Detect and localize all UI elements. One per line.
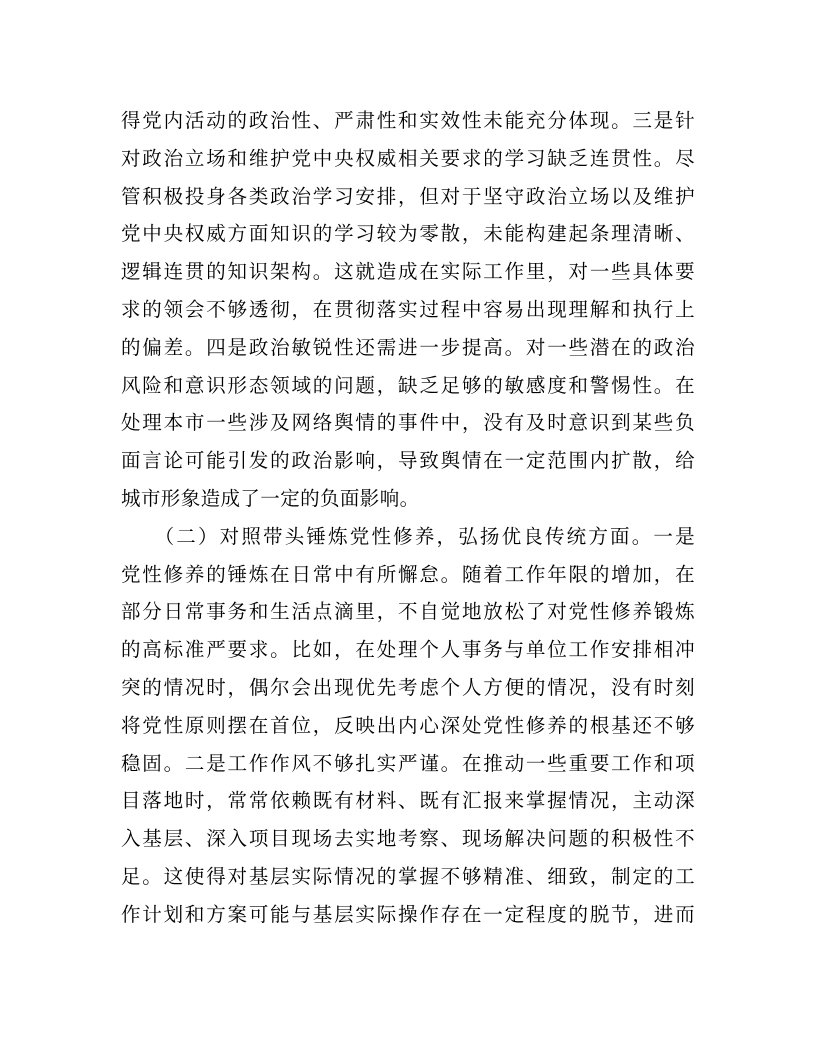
text-line: 逻辑连贯的知识架构。这就造成在实际工作里，对一些具体要	[121, 260, 695, 284]
text-line: 的偏差。四是政治敏锐性还需进一步提高。对一些潜在的政治	[121, 335, 695, 359]
text-line: 求的领会不够透彻，在贯彻落实过程中容易出现理解和执行上	[121, 297, 695, 321]
text-line: 城市形象造成了一定的负面影响。	[121, 486, 420, 510]
paragraph-1	[121, 102, 695, 518]
text-line: 入基层、深入项目现场去实地考察、现场解决问题的积极性不	[121, 827, 695, 851]
text-line: 党性修养的锤炼在日常中有所懈怠。随着工作年限的增加，在	[121, 562, 695, 586]
text-line: 党中央权威方面知识的学习较为零散，未能构建起条理清晰、	[121, 222, 695, 246]
text-line: 处理本市一些涉及网络舆情的事件中，没有及时意识到某些负	[121, 411, 695, 435]
text-line: 将党性原则摆在首位，反映出内心深处党性修养的根基还不够	[121, 713, 695, 737]
text-line: （二）对照带头锤炼党性修养，弘扬优良传统方面。一是	[121, 524, 695, 548]
text-line: 突的情况时，偶尔会出现优先考虑个人方便的情况，没有时刻	[121, 675, 695, 699]
paragraph-2	[121, 518, 695, 934]
text-line: 对政治立场和维护党中央权威相关要求的学习缺乏连贯性。尽	[121, 146, 695, 170]
text-line: 部分日常事务和生活点滴里，不自觉地放松了对党性修养锻炼	[121, 600, 695, 624]
text-line: 的高标准严要求。比如，在处理个人事务与单位工作安排相冲	[121, 638, 695, 662]
text-line: 稳固。二是工作作风不够扎实严谨。在推动一些重要工作和项	[121, 751, 695, 775]
text-line: 面言论可能引发的政治影响，导致舆情在一定范围内扩散，给	[121, 449, 695, 473]
text-line: 作计划和方案可能与基层实际操作存在一定程度的脱节，进而	[121, 902, 695, 926]
text-line: 足。这使得对基层实际情况的掌握不够精准、细致，制定的工	[121, 864, 695, 888]
document-body	[121, 102, 695, 934]
text-line: 风险和意识形态领域的问题，缺乏足够的敏感度和警惕性。在	[121, 373, 695, 397]
text-line: 得党内活动的政治性、严肃性和实效性未能充分体现。三是针	[121, 109, 695, 132]
text-line: 管积极投身各类政治学习安排，但对于坚守政治立场以及维护	[121, 184, 695, 208]
text-line: 目落地时，常常依赖既有材料、既有汇报来掌握情况，主动深	[121, 789, 695, 813]
